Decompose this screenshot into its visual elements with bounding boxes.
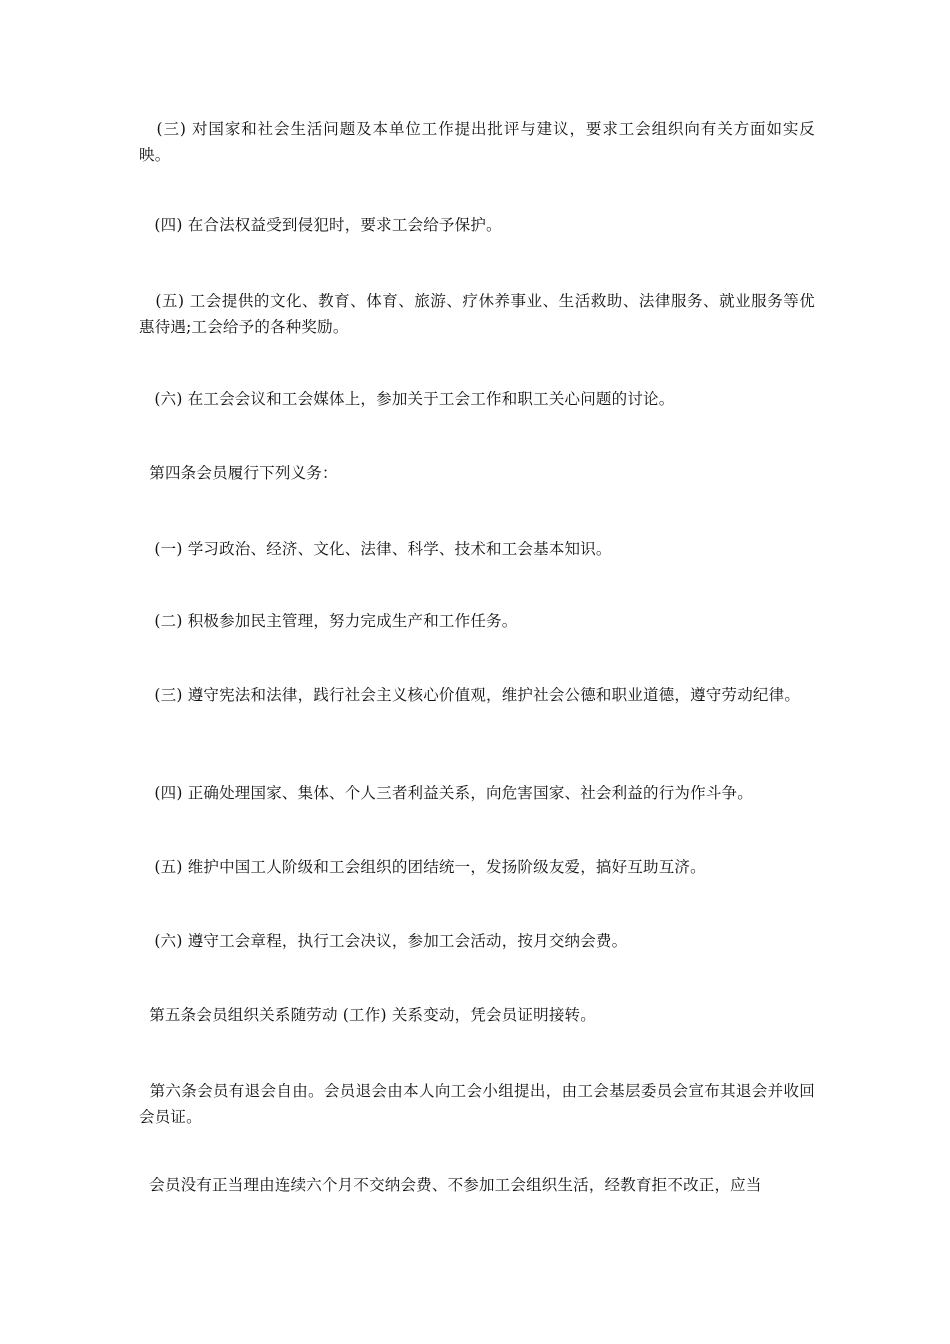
- paragraph-rights-4: (四) 在合法权益受到侵犯时，要求工会给予保护。: [139, 216, 502, 234]
- article-6: 第六条会员有退会自由。会员退会由本人向工会小组提出，由工会基层委员会宣布其退会并收回会员证。: [139, 1082, 815, 1126]
- paragraph-duties-4: (四) 正确处理国家、集体、个人三者利益关系，向危害国家、社会利益的行为作斗争。: [139, 784, 753, 802]
- paragraph-rights-3: (三) 对国家和社会生活问题及本单位工作提出批评与建议，要求工会组织向有关方面如实反映。: [139, 120, 815, 164]
- paragraph-duties-2: (二) 积极参加民主管理，努力完成生产和工作任务。: [139, 612, 518, 630]
- article-5: 第五条会员组织关系随劳动 (工作) 关系变动，凭会员证明接转。: [139, 1006, 596, 1024]
- paragraph-membership-termination: 会员没有正当理由连续六个月不交纳会费、不参加工会组织生活，经教育拒不改正，应当: [139, 1176, 762, 1194]
- paragraph-duties-5: (五) 维护中国工人阶级和工会组织的团结统一，发扬阶级友爱，搞好互助互济。: [139, 858, 706, 876]
- paragraph-rights-6: (六) 在工会会议和工会媒体上，参加关于工会工作和职工关心问题的讨论。: [139, 390, 675, 408]
- paragraph-rights-5: (五) 工会提供的文化、教育、体育、旅游、疗休养事业、生活救助、法律服务、就业服务等优惠待遇;工会给予的各种奖励。: [139, 292, 815, 336]
- paragraph-duties-1: (一) 学习政治、经济、文化、法律、科学、技术和工会基本知识。: [139, 540, 612, 558]
- paragraph-duties-6: (六) 遵守工会章程，执行工会决议，参加工会活动，按月交纳会费。: [139, 932, 628, 950]
- article-4-heading: 第四条会员履行下列义务：: [139, 464, 338, 482]
- paragraph-duties-3: (三) 遵守宪法和法律，践行社会主义核心价值观，维护社会公德和职业道德，遵守劳动纪律。: [139, 686, 801, 704]
